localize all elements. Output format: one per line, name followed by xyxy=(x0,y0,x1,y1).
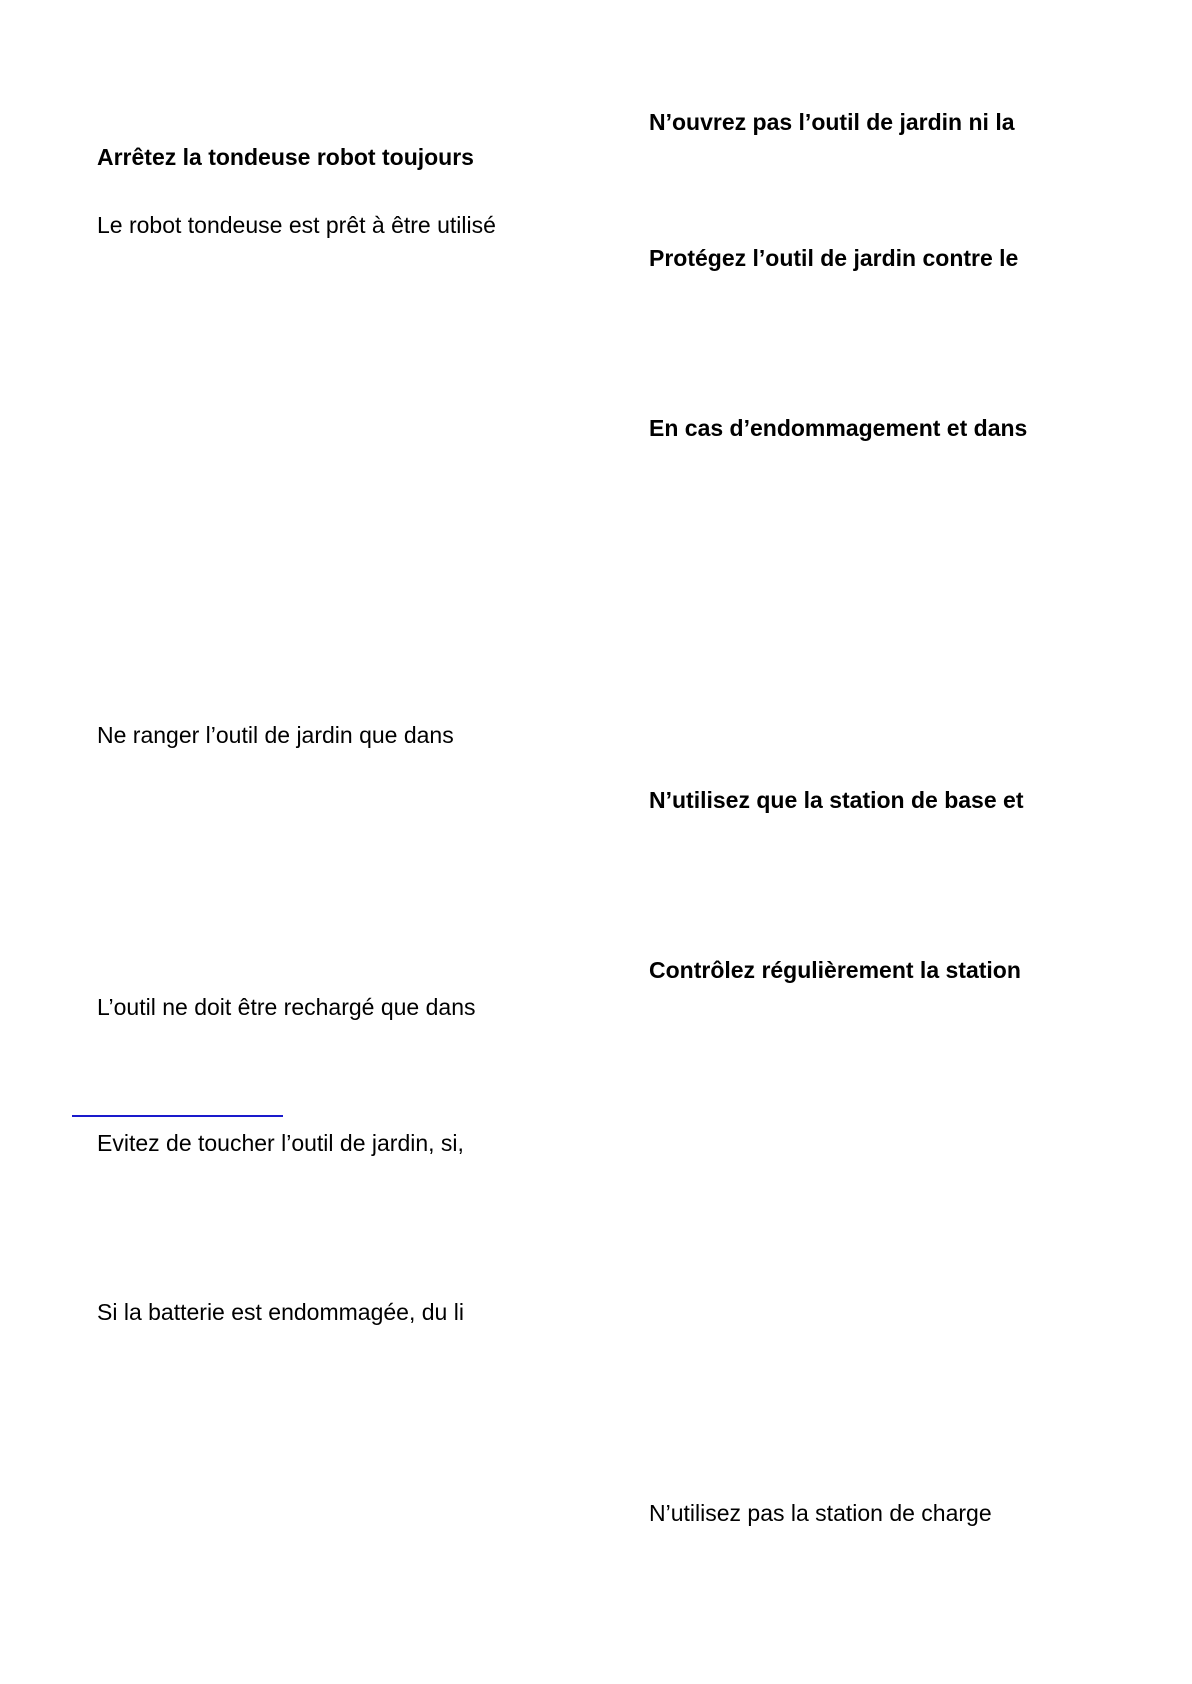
right-heading-4: N’utilisez que la station de base et xyxy=(649,787,1024,813)
left-heading-1: Arrêtez la tondeuse robot toujours xyxy=(97,144,474,170)
left-text-6: Si la batterie est endommagée, du li xyxy=(97,1299,464,1325)
right-heading-2: Protégez l’outil de jardin contre le xyxy=(649,245,1019,271)
right-text-6: N’utilisez pas la station de charge xyxy=(649,1500,992,1526)
right-heading-1: N’ouvrez pas l’outil de jardin ni la xyxy=(649,109,1015,135)
right-heading-5: Contrôlez régulièrement la station xyxy=(649,957,1021,983)
right-heading-3: En cas d’endommagement et dans xyxy=(649,415,1028,441)
left-text-3: Ne ranger l’outil de jardin que dans xyxy=(97,722,454,748)
left-text-4: L’outil ne doit être rechargé que dans xyxy=(97,994,476,1020)
left-text-2: Le robot tondeuse est prêt à être utilisé xyxy=(97,212,496,238)
divider-rule xyxy=(72,1115,283,1117)
left-text-5: Evitez de toucher l’outil de jardin, si, xyxy=(97,1130,464,1156)
